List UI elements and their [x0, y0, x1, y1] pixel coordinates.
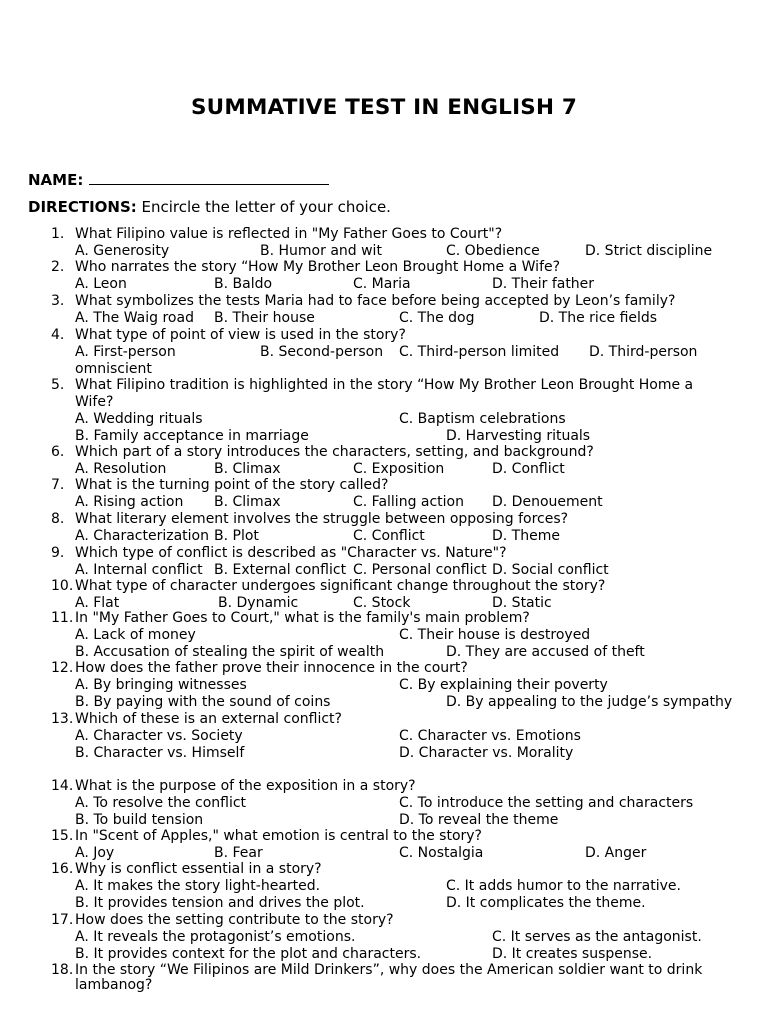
answer-option[interactable]: A. The Waig road	[75, 310, 194, 326]
answer-option[interactable]: A. Joy	[75, 845, 115, 861]
question-number: 18.	[51, 962, 74, 978]
options-row	[0, 812, 768, 829]
answer-option[interactable]: A. Lack of money	[75, 627, 196, 643]
question-text: Which type of conflict is described as "Character vs. Nature"?	[75, 545, 507, 561]
answer-option[interactable]: C. Exposition	[353, 461, 445, 477]
question-number: 9.	[51, 545, 65, 561]
question-number: 4.	[51, 327, 65, 343]
question-number: 6.	[51, 444, 65, 460]
options-row	[0, 494, 768, 511]
question-number: 12.	[51, 660, 74, 676]
answer-option[interactable]: B. External conflict	[214, 562, 347, 578]
question-number: 14.	[51, 778, 74, 794]
options-row	[0, 461, 768, 478]
question-text: In "My Father Goes to Court," what is the family's main problem?	[75, 610, 530, 626]
answer-option[interactable]: B. Family acceptance in marriage	[75, 428, 309, 444]
options-row	[0, 562, 768, 579]
question-text: In "Scent of Apples," what emotion is central to the story?	[75, 828, 482, 844]
answer-option[interactable]: C. Their house is destroyed	[399, 627, 591, 643]
answer-option[interactable]: A. Wedding rituals	[75, 411, 203, 427]
question-number: 11.	[51, 610, 74, 626]
question-number: 10.	[51, 578, 74, 594]
answer-option[interactable]: A. It makes the story light-hearted.	[75, 878, 321, 894]
options-row	[0, 677, 768, 694]
question-5	[0, 377, 768, 394]
name-label: NAME:	[28, 171, 84, 189]
options-row	[0, 627, 768, 644]
question-text: What symbolizes the tests Maria had to face before being accepted by Leon’s family?	[75, 293, 676, 309]
question-text: How does the father prove their innocence in the court?	[75, 660, 468, 676]
answer-option[interactable]: D. Character vs. Morality	[399, 745, 574, 761]
answer-option[interactable]: B. Character vs. Himself	[75, 745, 245, 761]
answer-option[interactable]: C. Third-person limited	[399, 344, 560, 360]
answer-option[interactable]: D. By appealing to the judge’s sympathy	[446, 694, 733, 710]
answer-option[interactable]: A. Internal conflict	[75, 562, 203, 578]
answer-option[interactable]: B. To build tension	[75, 812, 204, 828]
answer-option[interactable]: D. It creates suspense.	[492, 946, 653, 962]
question-text: Which of these is an external conflict?	[75, 711, 342, 727]
answer-option[interactable]: B. Their house	[214, 310, 315, 326]
question-text: What literary element involves the struggle between opposing forces?	[75, 511, 569, 527]
options-row	[0, 310, 768, 327]
options-row	[0, 895, 768, 912]
answer-option[interactable]: D. Their father	[492, 276, 595, 292]
answer-option[interactable]: B. Humor and wit	[260, 243, 382, 259]
answer-option[interactable]: C. The dog	[399, 310, 475, 326]
question-text: Why is conflict essential in a story?	[75, 861, 322, 877]
answer-option[interactable]: C. Maria	[353, 276, 411, 292]
question-15	[0, 828, 768, 845]
options-row	[0, 243, 768, 260]
directions-label: DIRECTIONS:	[28, 198, 137, 216]
options-row	[0, 411, 768, 428]
answer-option[interactable]: A. Character vs. Society	[75, 728, 243, 744]
question-16	[0, 861, 768, 878]
answer-option[interactable]: A. Resolution	[75, 461, 167, 477]
options-row	[0, 795, 768, 812]
question-number: 3.	[51, 293, 65, 309]
options-row	[0, 276, 768, 293]
page-title: SUMMATIVE TEST IN ENGLISH 7	[191, 95, 577, 120]
options-row	[0, 644, 768, 661]
options-row	[0, 878, 768, 895]
question-number: 15.	[51, 828, 74, 844]
question-3	[0, 293, 768, 310]
answer-option[interactable]: D. Social conflict	[492, 562, 609, 578]
answer-option[interactable]: C. By explaining their poverty	[399, 677, 608, 693]
question-text: Which part of a story introduces the characters, setting, and background?	[75, 444, 594, 460]
answer-option[interactable]: B. Climax	[214, 494, 281, 510]
question-text: What type of point of view is used in the story?	[75, 327, 406, 343]
options-row	[0, 946, 768, 963]
question-number: 16.	[51, 861, 74, 877]
answer-option[interactable]: D. Harvesting rituals	[446, 428, 591, 444]
question-text: What is the purpose of the exposition in a story?	[75, 778, 416, 794]
question-text-continued: lambanog?	[75, 977, 153, 993]
answer-option[interactable]: C. It serves as the antagonist.	[492, 929, 702, 945]
question-13	[0, 711, 768, 728]
options-row	[0, 344, 768, 361]
answer-option[interactable]: B. By paying with the sound of coins	[75, 694, 331, 710]
directions-text: Encircle the letter of your choice.	[136, 198, 391, 216]
options-row	[0, 428, 768, 445]
answer-option[interactable]: B. Plot	[214, 528, 259, 544]
answer-option[interactable]: C. Obedience	[446, 243, 540, 259]
question-number: 7.	[51, 477, 65, 493]
answer-option[interactable]: B. Baldo	[214, 276, 273, 292]
name-blank-line[interactable]	[89, 170, 329, 185]
answer-option[interactable]: C. It adds humor to the narrative.	[446, 878, 681, 894]
answer-option[interactable]: C. Conflict	[353, 528, 425, 544]
answer-option[interactable]: D. Strict discipline	[585, 243, 713, 259]
answer-option[interactable]: C. To introduce the setting and characters	[399, 795, 694, 811]
answer-option[interactable]: B. It provides context for the plot and characters.	[75, 946, 422, 962]
options-row	[0, 745, 768, 762]
answer-option[interactable]: B. Fear	[214, 845, 263, 861]
question-9	[0, 545, 768, 562]
answer-option[interactable]: C. Personal conflict	[353, 562, 487, 578]
answer-option[interactable]: A. Rising action	[75, 494, 184, 510]
answer-option[interactable]: C. Baptism celebrations	[399, 411, 566, 427]
answer-option[interactable]: A. It reveals the protagonist’s emotions.	[75, 929, 356, 945]
question-18-continued	[0, 977, 768, 994]
question-10	[0, 578, 768, 595]
answer-option[interactable]: C. Nostalgia	[399, 845, 484, 861]
answer-option[interactable]: D. Denouement	[492, 494, 603, 510]
answer-option[interactable]: C. Falling action	[353, 494, 464, 510]
options-row	[0, 728, 768, 745]
question-text: How does the setting contribute to the story?	[75, 912, 394, 928]
answer-option[interactable]: A. Characterization	[75, 528, 209, 544]
question-number: 17.	[51, 912, 74, 928]
answer-option[interactable]: A. Leon	[75, 276, 127, 292]
question-number: 2.	[51, 259, 65, 275]
question-5-continued	[0, 394, 768, 411]
question-number: 5.	[51, 377, 65, 393]
question-2	[0, 259, 768, 276]
answer-option[interactable]: B. Accusation of stealing the spirit of wealth	[75, 644, 385, 660]
question-11	[0, 610, 768, 627]
question-text: What Filipino tradition is highlighted in the story “How My Brother Leon Brought Home a	[75, 377, 694, 393]
answer-option[interactable]: D. The rice fields	[539, 310, 658, 326]
directions	[28, 198, 391, 216]
question-text: What is the turning point of the story called?	[75, 477, 389, 493]
question-number: 1.	[51, 226, 65, 242]
options-row	[0, 929, 768, 946]
options-row	[0, 528, 768, 545]
question-1	[0, 226, 768, 243]
question-text: What Filipino value is reflected in "My Father Goes to Court"?	[75, 226, 503, 242]
answer-option[interactable]: A. To resolve the conflict	[75, 795, 247, 811]
answer-option[interactable]: B. Climax	[214, 461, 281, 477]
answer-option[interactable]: D. It complicates the theme.	[446, 895, 646, 911]
options-row	[0, 694, 768, 711]
answer-option[interactable]: D. Anger	[585, 845, 647, 861]
answer-option[interactable]: D. Static	[492, 595, 552, 611]
answer-option[interactable]: B. Second-person	[260, 344, 384, 360]
answer-option-continued: omniscient	[75, 361, 152, 377]
question-4	[0, 327, 768, 344]
answer-option[interactable]: A. Generosity	[75, 243, 170, 259]
question-number: 8.	[51, 511, 65, 527]
question-14	[0, 778, 768, 795]
answer-option[interactable]: A. First-person	[75, 344, 176, 360]
question-text-continued: Wife?	[75, 394, 114, 410]
answer-option[interactable]: A. Flat	[75, 595, 120, 611]
answer-option[interactable]: B. Dynamic	[218, 595, 299, 611]
question-text: What type of character undergoes significant change throughout the story?	[75, 578, 606, 594]
answer-option[interactable]: D. Theme	[492, 528, 560, 544]
answer-option[interactable]: B. It provides tension and drives the plot.	[75, 895, 365, 911]
question-text: Who narrates the story “How My Brother Leon Brought Home a Wife?	[75, 259, 561, 275]
answer-option[interactable]: D. Third-person	[589, 344, 698, 360]
answer-option[interactable]: C. Character vs. Emotions	[399, 728, 581, 744]
question-12	[0, 660, 768, 677]
answer-option[interactable]: D. Conflict	[492, 461, 565, 477]
answer-option[interactable]: D. To reveal the theme	[399, 812, 559, 828]
answer-option[interactable]: C. Stock	[353, 595, 411, 611]
options-row	[0, 361, 768, 378]
question-text: In the story “We Filipinos are Mild Drinkers”, why does the American soldier want to drink	[75, 962, 703, 978]
answer-option[interactable]: A. By bringing witnesses	[75, 677, 247, 693]
options-row	[0, 845, 768, 862]
question-7	[0, 477, 768, 494]
name-field[interactable]	[28, 170, 329, 189]
question-17	[0, 912, 768, 929]
question-number: 13.	[51, 711, 74, 727]
question-8	[0, 511, 768, 528]
answer-option[interactable]: D. They are accused of theft	[446, 644, 645, 660]
question-6	[0, 444, 768, 461]
